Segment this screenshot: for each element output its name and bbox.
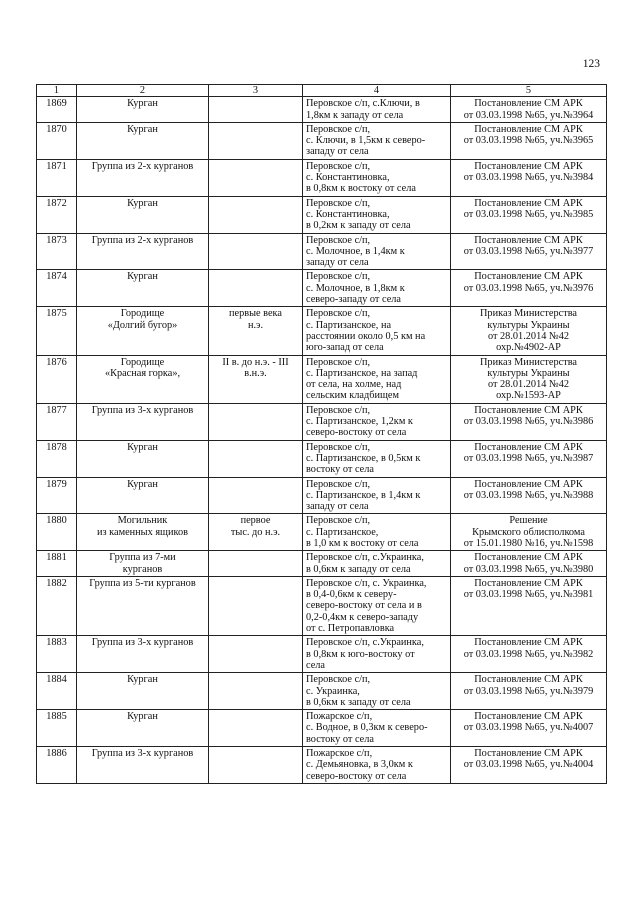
column-header-4: 4 — [303, 85, 451, 97]
location-cell — [303, 122, 451, 159]
cell-line: Перовское с/п, с.Украинка, — [306, 552, 424, 564]
monument-name-cell — [77, 355, 209, 403]
cell-line: Курган — [127, 98, 158, 110]
cell-line: Перовское с/п, — [306, 674, 371, 686]
cell-line: Группа из 3-х курганов — [91, 748, 194, 760]
cell-line: 0,2-0,4км к северо-западу — [306, 611, 419, 623]
cell-line: Крымского облисполкома — [472, 526, 585, 538]
dating-cell — [209, 710, 303, 747]
column-header-1: 1 — [37, 85, 77, 97]
cell-line: с. Украинка, — [306, 685, 360, 697]
cell-line: в 0,6км к западу от села — [306, 696, 411, 708]
document-cell — [451, 576, 607, 635]
cell-line: из каменных ящиков — [97, 526, 188, 538]
cell-line: северо-западу от села — [306, 294, 401, 306]
column-header-3: 3 — [209, 85, 303, 97]
dating-cell — [209, 233, 303, 270]
cell-line: от 15.01.1980 №16, уч.№1598 — [463, 537, 594, 549]
cell-line: Пожарское с/п, — [306, 748, 373, 760]
cell-line: Постановление СМ АРК — [474, 234, 583, 246]
monument-name-cell — [77, 514, 209, 551]
monument-name-cell — [77, 307, 209, 355]
document-cell — [451, 477, 607, 514]
monument-name-cell — [77, 551, 209, 577]
table-row — [37, 307, 607, 355]
cell-line: с. Партизанское, — [306, 526, 379, 538]
document-cell — [451, 636, 607, 673]
location-cell — [303, 673, 451, 710]
cell-line: с. Партизанское, в 1,4км к — [306, 489, 421, 501]
table-row — [37, 233, 607, 270]
table-body — [37, 97, 607, 784]
cell-line: Постановление СМ АРК — [474, 577, 583, 589]
dating-cell — [209, 576, 303, 635]
cell-line: «Долгий бугор» — [107, 319, 178, 331]
row-number-cell: 1883 — [37, 636, 77, 673]
cell-line: в 0,4-0,6км к северу- — [306, 589, 397, 601]
cell-line: от 03.03.1998 №65, уч.№4007 — [463, 722, 594, 734]
location-cell — [303, 233, 451, 270]
dating-cell — [209, 477, 303, 514]
cell-line: первое — [240, 515, 271, 527]
cell-line: Перовское с/п, — [306, 308, 371, 320]
document-cell — [451, 747, 607, 784]
cell-line: Постановление СМ АРК — [474, 197, 583, 209]
cell-line: культуры Украины — [487, 319, 570, 331]
row-number-cell: 1880 — [37, 514, 77, 551]
location-cell — [303, 440, 451, 477]
row-number-cell: 1884 — [37, 673, 77, 710]
document-cell — [451, 673, 607, 710]
location-cell — [303, 514, 451, 551]
cell-line: востоку от села — [306, 464, 374, 476]
dating-cell — [209, 122, 303, 159]
monument-name-cell — [77, 159, 209, 196]
row-number-cell: 1869 — [37, 97, 77, 123]
table-row — [37, 636, 607, 673]
cell-line: Группа из 2-х курганов — [91, 234, 194, 246]
cell-line: с. Молочное, в 1,4км к — [306, 245, 405, 257]
location-cell — [303, 636, 451, 673]
cell-line: от села, на холме, над — [306, 379, 402, 391]
monument-name-cell — [77, 636, 209, 673]
cell-line: от 03.03.1998 №65, уч.№3979 — [463, 685, 594, 697]
cell-line: Городище — [120, 356, 165, 368]
row-number-cell: 1886 — [37, 747, 77, 784]
cell-line: Перовское с/п, с. Украинка, — [306, 577, 427, 589]
document-cell — [451, 159, 607, 196]
cell-line: Перовское с/п, — [306, 404, 371, 416]
document-cell — [451, 710, 607, 747]
cell-line: Решение — [509, 515, 548, 527]
cell-line: Постановление СМ АРК — [474, 123, 583, 135]
cell-line: Постановление СМ АРК — [474, 674, 583, 686]
cell-line: Пожарское с/п, — [306, 711, 373, 723]
table-row — [37, 196, 607, 233]
table-row — [37, 355, 607, 403]
cell-line: тыс. до н.э. — [230, 526, 281, 538]
table-row — [37, 270, 607, 307]
cell-line: западу от села — [306, 146, 369, 158]
cell-line: с. Ключи, в 1,5км к северо- — [306, 135, 426, 147]
document-cell — [451, 355, 607, 403]
cell-line: II в. до н.э. - III — [222, 356, 289, 368]
document-cell — [451, 97, 607, 123]
cell-line: Постановление СМ АРК — [474, 271, 583, 283]
table-row — [37, 477, 607, 514]
cell-line: в 1,0 км к востоку от села — [306, 537, 419, 549]
cell-line: охр.№1593-АР — [496, 390, 561, 402]
page-number: 123 — [582, 58, 600, 70]
cell-line: востоку от села — [306, 733, 374, 745]
cell-line: от 03.03.1998 №65, уч.№3964 — [463, 109, 594, 121]
cell-line: Постановление СМ АРК — [474, 404, 583, 416]
cell-line: Перовское с/п, — [306, 123, 371, 135]
monument-name-cell — [77, 673, 209, 710]
cell-line: с. Демьяновка, в 3,0км к — [306, 759, 413, 771]
cell-line: от 03.03.1998 №65, уч.№3984 — [463, 172, 594, 184]
cell-line: Курган — [127, 441, 158, 453]
cell-line: Постановление СМ АРК — [474, 160, 583, 172]
cell-line: Курган — [127, 271, 158, 283]
cell-line: в 0,8км к востоку от села — [306, 183, 416, 195]
monument-name-cell — [77, 122, 209, 159]
cell-line: с. Партизанское, на — [306, 319, 392, 331]
location-cell — [303, 355, 451, 403]
monuments-registry-table — [36, 84, 607, 784]
monument-name-cell — [77, 196, 209, 233]
cell-line: н.э. — [247, 319, 264, 331]
cell-line: охр.№4902-АР — [496, 342, 561, 354]
document-cell — [451, 403, 607, 440]
cell-line: от 03.03.1998 №65, уч.№3965 — [463, 135, 594, 147]
cell-line: культуры Украины — [487, 367, 570, 379]
cell-line: западу от села — [306, 501, 369, 513]
cell-line: Группа из 7-ми — [109, 552, 176, 564]
location-cell — [303, 196, 451, 233]
cell-line: в.н.э. — [244, 367, 267, 379]
dating-cell — [209, 440, 303, 477]
cell-line: в 0,8км к юго-востоку от — [306, 648, 415, 660]
dating-cell — [209, 747, 303, 784]
monument-name-cell — [77, 270, 209, 307]
cell-line: с. Константиновка, — [306, 172, 390, 184]
dating-cell — [209, 196, 303, 233]
row-number-cell: 1872 — [37, 196, 77, 233]
cell-line: северо-востоку от села и в — [306, 600, 422, 612]
row-number-cell: 1877 — [37, 403, 77, 440]
cell-line: Курган — [127, 478, 158, 490]
location-cell — [303, 551, 451, 577]
location-cell — [303, 710, 451, 747]
row-number-cell: 1885 — [37, 710, 77, 747]
cell-line: от 28.01.2014 №42 — [487, 379, 570, 391]
cell-line: Курган — [127, 674, 158, 686]
column-header-2: 2 — [77, 85, 209, 97]
document-cell — [451, 514, 607, 551]
cell-line: с. Молочное, в 1,8км к — [306, 282, 405, 294]
column-header-5: 5 — [451, 85, 607, 97]
document-cell — [451, 307, 607, 355]
cell-line: северо-востоку от села — [306, 770, 407, 782]
location-cell — [303, 576, 451, 635]
table-row — [37, 673, 607, 710]
cell-line: Перовское с/п, — [306, 515, 371, 527]
cell-line: Перовское с/п, — [306, 478, 371, 490]
cell-line: от 03.03.1998 №65, уч.№4004 — [463, 759, 594, 771]
dating-cell — [209, 514, 303, 551]
document-cell — [451, 440, 607, 477]
cell-line: Группа из 3-х курганов — [91, 404, 194, 416]
row-number-cell: 1876 — [37, 355, 77, 403]
row-number-cell: 1874 — [37, 270, 77, 307]
dating-cell — [209, 403, 303, 440]
cell-line: Постановление СМ АРК — [474, 552, 583, 564]
location-cell — [303, 747, 451, 784]
table-row — [37, 514, 607, 551]
dating-cell — [209, 551, 303, 577]
row-number-cell: 1879 — [37, 477, 77, 514]
monument-name-cell — [77, 233, 209, 270]
table-row — [37, 747, 607, 784]
document-cell — [451, 196, 607, 233]
cell-line: от 03.03.1998 №65, уч.№3985 — [463, 208, 594, 220]
cell-line: юго-запад от села — [306, 342, 384, 354]
cell-line: от 28.01.2014 №42 — [487, 330, 570, 342]
cell-line: сельским кладбищем — [306, 390, 399, 402]
cell-line: Группа из 5-ти курганов — [89, 577, 196, 589]
cell-line: Курган — [127, 711, 158, 723]
cell-line: Перовское с/п, — [306, 234, 371, 246]
cell-line: Перовское с/п, — [306, 271, 371, 283]
monument-name-cell — [77, 477, 209, 514]
cell-line: Постановление СМ АРК — [474, 478, 583, 490]
monument-name-cell — [77, 710, 209, 747]
location-cell — [303, 477, 451, 514]
monument-name-cell — [77, 97, 209, 123]
cell-line: Курган — [127, 123, 158, 135]
cell-line: курганов — [122, 563, 163, 575]
cell-line: от 03.03.1998 №65, уч.№3976 — [463, 282, 594, 294]
cell-line: Перовское с/п, с.Ключи, в — [306, 98, 420, 110]
table-row — [37, 710, 607, 747]
cell-line: Курган — [127, 197, 158, 209]
cell-line: от 03.03.1998 №65, уч.№3988 — [463, 489, 594, 501]
cell-line: Группа из 3-х курганов — [91, 637, 194, 649]
cell-line: Приказ Министерства — [480, 308, 577, 320]
cell-line: Постановление СМ АРК — [474, 637, 583, 649]
table-row — [37, 440, 607, 477]
cell-line: первые века — [229, 308, 282, 320]
dating-cell — [209, 673, 303, 710]
table-row — [37, 576, 607, 635]
row-number-cell: 1871 — [37, 159, 77, 196]
cell-line: Перовское с/п, — [306, 197, 371, 209]
cell-line: от 03.03.1998 №65, уч.№3986 — [463, 416, 594, 428]
cell-line: 1,8км к западу от села — [306, 109, 404, 121]
document-cell — [451, 233, 607, 270]
monument-name-cell — [77, 747, 209, 784]
cell-line: с. Партизанское, 1,2км к — [306, 416, 413, 428]
document-cell — [451, 270, 607, 307]
cell-line: Перовское с/п, — [306, 356, 371, 368]
cell-line: Постановление СМ АРК — [474, 748, 583, 760]
cell-line: Группа из 2-х курганов — [91, 160, 194, 172]
document-cell — [451, 551, 607, 577]
cell-line: Постановление СМ АРК — [474, 711, 583, 723]
dating-cell — [209, 307, 303, 355]
cell-line: с. Константиновка, — [306, 208, 390, 220]
location-cell — [303, 403, 451, 440]
cell-line: в 0,2км к западу от села — [306, 220, 411, 232]
cell-line: от 03.03.1998 №65, уч.№3981 — [463, 589, 594, 601]
cell-line: с. Партизанское, в 0,5км к — [306, 452, 421, 464]
row-number-cell: 1881 — [37, 551, 77, 577]
cell-line: «Красная горка», — [104, 367, 181, 379]
cell-line: Перовское с/п, — [306, 160, 371, 172]
cell-line: в 0,6км к западу от села — [306, 563, 411, 575]
dating-cell — [209, 97, 303, 123]
cell-line: от 03.03.1998 №65, уч.№3980 — [463, 563, 594, 575]
cell-line: от 03.03.1998 №65, уч.№3987 — [463, 452, 594, 464]
cell-line: расстоянии около 0,5 км на — [306, 330, 426, 342]
row-number-cell: 1882 — [37, 576, 77, 635]
table-row — [37, 551, 607, 577]
document-cell — [451, 122, 607, 159]
cell-line: Приказ Министерства — [480, 356, 577, 368]
cell-line: западу от села — [306, 257, 369, 269]
cell-line: от 03.03.1998 №65, уч.№3977 — [463, 245, 594, 257]
row-number-cell: 1870 — [37, 122, 77, 159]
dating-cell — [209, 159, 303, 196]
cell-line: Городище — [120, 308, 165, 320]
table-row — [37, 97, 607, 123]
cell-line: северо-востоку от села — [306, 427, 407, 439]
cell-line: с. Партизанское, на запад — [306, 367, 418, 379]
dating-cell — [209, 355, 303, 403]
location-cell — [303, 159, 451, 196]
monument-name-cell — [77, 403, 209, 440]
location-cell — [303, 307, 451, 355]
table-row — [37, 403, 607, 440]
cell-line: Перовское с/п, — [306, 441, 371, 453]
cell-line: Постановление СМ АРК — [474, 441, 583, 453]
monument-name-cell — [77, 440, 209, 477]
cell-line: Могильник — [117, 515, 168, 527]
table-row — [37, 122, 607, 159]
row-number-cell: 1878 — [37, 440, 77, 477]
dating-cell — [209, 636, 303, 673]
location-cell — [303, 97, 451, 123]
cell-line: с. Водное, в 0,3км к северо- — [306, 722, 428, 734]
cell-line: Постановление СМ АРК — [474, 98, 583, 110]
dating-cell — [209, 270, 303, 307]
column-number-row — [37, 85, 607, 97]
cell-line: от 03.03.1998 №65, уч.№3982 — [463, 648, 594, 660]
row-number-cell: 1873 — [37, 233, 77, 270]
row-number-cell: 1875 — [37, 307, 77, 355]
cell-line: от с. Петропавловка — [306, 623, 395, 635]
cell-line: Перовское с/п, с.Украинка, — [306, 637, 424, 649]
cell-line: села — [306, 659, 325, 671]
monument-name-cell — [77, 576, 209, 635]
location-cell — [303, 270, 451, 307]
table-row — [37, 159, 607, 196]
